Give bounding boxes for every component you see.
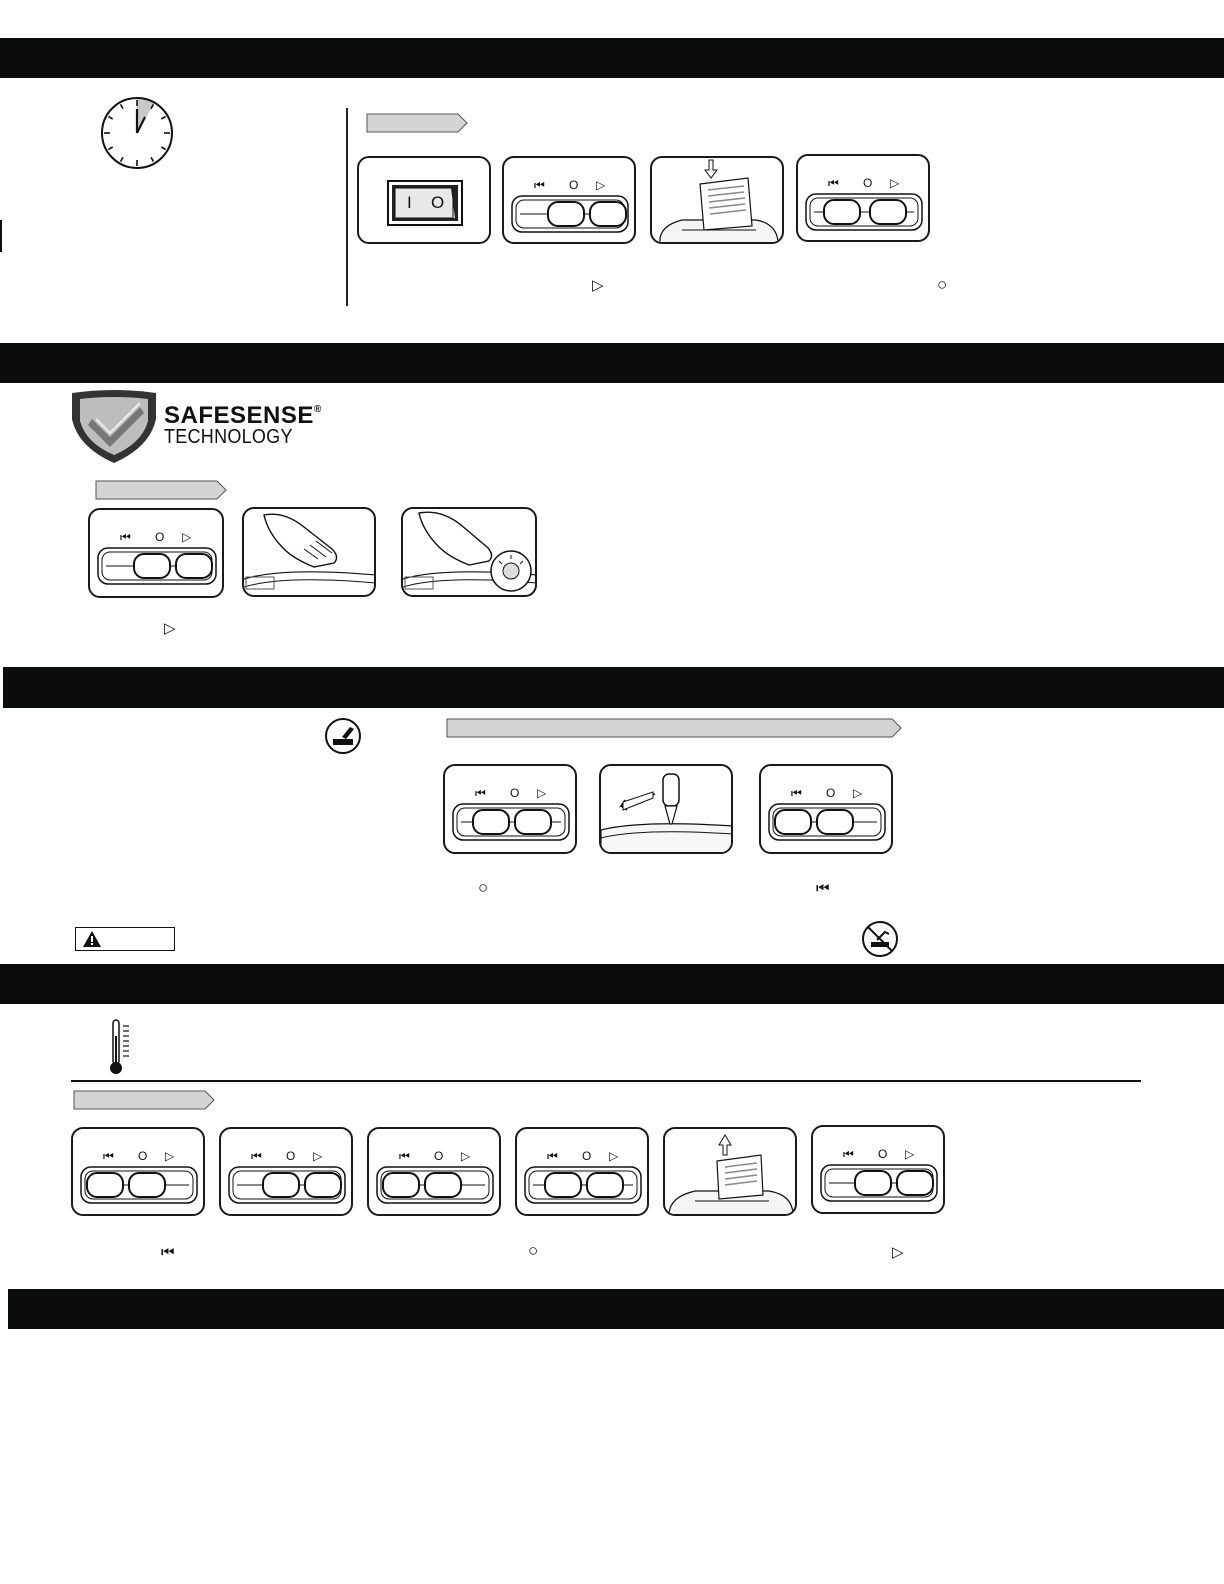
reverse-icon: ⏮: [103, 1149, 114, 1163]
forward-icon: ▷: [165, 1149, 175, 1163]
forward-icon: ▷: [609, 1149, 619, 1163]
panel-switch-forward: [219, 1127, 353, 1216]
column-divider: [346, 108, 348, 306]
panel-safe-indicator: [401, 507, 537, 597]
reverse-icon: ⏮: [251, 1149, 262, 1163]
brand-name: SAFESENSE®: [164, 402, 322, 429]
reverse-symbol: ⏮: [816, 880, 830, 897]
slide-switch[interactable]: [227, 1165, 347, 1205]
reverse-icon: ⏮: [843, 1147, 854, 1161]
panel-switch-forward-2: [811, 1125, 945, 1214]
reverse-icon: ⏮: [475, 786, 486, 800]
brand-subtitle: TECHNOLOGY: [164, 426, 293, 448]
off-label: O: [826, 786, 836, 800]
slide-switch[interactable]: [804, 192, 924, 232]
panel-switch-reverse-2: [71, 1127, 205, 1216]
reverse-symbol: ⏮: [161, 1244, 175, 1261]
forward-icon: ▷: [596, 178, 606, 192]
slide-switch[interactable]: [96, 546, 218, 586]
forward-symbol: ▷: [592, 277, 604, 294]
forward-icon: ▷: [890, 176, 900, 190]
off-label: O: [138, 1149, 148, 1163]
reverse-icon: ⏮: [399, 1149, 410, 1163]
clock-icon: [99, 95, 175, 171]
panel-switch-off-2: [515, 1127, 649, 1216]
margin-mark: [0, 220, 2, 252]
forward-symbol: ▷: [892, 1244, 904, 1261]
step-tab: [366, 113, 468, 133]
oil-icon: [324, 717, 362, 755]
reverse-icon: ⏮: [828, 176, 839, 190]
forward-icon: ▷: [905, 1147, 915, 1161]
thermometer-icon: [108, 1018, 132, 1076]
forward-icon: ▷: [182, 530, 192, 544]
reverse-icon: ⏮: [534, 178, 545, 192]
step-tab: [95, 480, 227, 500]
forward-icon: ▷: [537, 786, 547, 800]
slide-switch[interactable]: [375, 1165, 495, 1205]
panel-switch-auto: [502, 156, 636, 244]
panel-switch-reverse-3: [367, 1127, 501, 1216]
power-switch[interactable]: [387, 180, 463, 226]
slide-switch[interactable]: [451, 802, 571, 842]
slide-switch[interactable]: [767, 802, 887, 842]
section-header-bar: [8, 1289, 1224, 1329]
slide-switch[interactable]: [510, 194, 630, 234]
panel-hand-near-slot: [242, 507, 376, 597]
panel-paper-feed: [650, 156, 784, 244]
power-off-label: O: [431, 193, 445, 212]
forward-icon: ▷: [853, 786, 863, 800]
panel-power-switch: [357, 156, 491, 244]
reverse-icon: ⏮: [547, 1149, 558, 1163]
off-symbol: ○: [478, 878, 489, 897]
no-aerosol-icon: [861, 920, 899, 958]
slide-switch[interactable]: [523, 1165, 643, 1205]
power-on-label: I: [407, 193, 412, 212]
off-symbol: ○: [528, 1241, 539, 1260]
panel-oil-bottle: [599, 764, 733, 854]
reverse-icon: ⏮: [791, 786, 802, 800]
off-label: O: [510, 786, 520, 800]
forward-symbol: ▷: [164, 620, 176, 637]
step-tab: [73, 1090, 215, 1110]
reverse-icon: ⏮: [120, 530, 131, 544]
caution-label: [75, 927, 175, 951]
off-label: O: [863, 176, 873, 190]
safesense-shield-logo: [70, 389, 158, 465]
slide-switch[interactable]: [79, 1165, 199, 1205]
registered-mark: ®: [313, 404, 322, 415]
panel-switch-auto-2: [796, 154, 930, 242]
section-header-bar: [0, 38, 1224, 78]
panel-paper-remove: [663, 1127, 797, 1216]
panel-switch-auto-3: [88, 508, 224, 598]
panel-switch-off: [443, 764, 577, 854]
off-label: O: [569, 178, 579, 192]
section-header-bar: [3, 667, 1224, 708]
section-header-bar: [0, 343, 1224, 383]
forward-icon: ▷: [313, 1149, 323, 1163]
slide-switch[interactable]: [819, 1163, 939, 1203]
off-label: O: [155, 530, 165, 544]
panel-switch-reverse: [759, 764, 893, 854]
off-label: O: [286, 1149, 296, 1163]
rule-line: [71, 1080, 1141, 1082]
off-label: O: [582, 1149, 592, 1163]
off-label: O: [878, 1147, 888, 1161]
off-symbol: ○: [937, 275, 948, 294]
off-label: O: [434, 1149, 444, 1163]
section-header-bar: [0, 964, 1224, 1004]
forward-icon: ▷: [461, 1149, 471, 1163]
step-tab-long: [446, 718, 902, 738]
